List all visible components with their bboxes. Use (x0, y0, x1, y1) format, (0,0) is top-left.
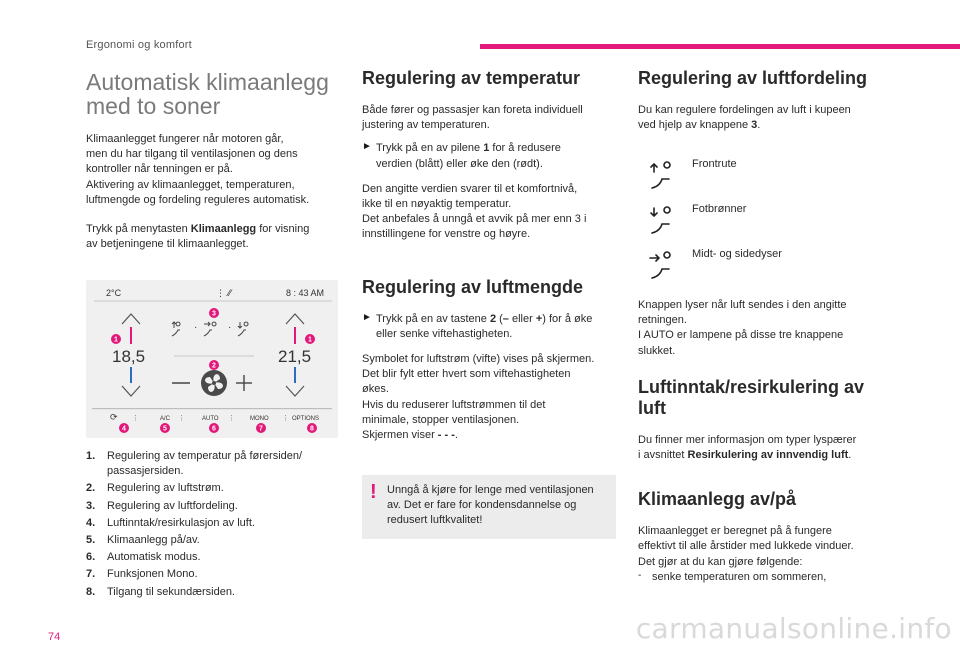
mode-label: Frontrute (692, 158, 737, 170)
airflow-heading: Regulering av luftmengde (362, 276, 584, 297)
recirculation-heading: Luftinntak/resirkulering av luft (638, 376, 865, 418)
distribution-note: Knappen lyser når luft sendes i den angitte retningen. I AUTO er lampene på disse tre knappene slukket. (638, 299, 847, 357)
legend-item: 7. Funksjonen Mono. (86, 568, 198, 581)
callout-4: 4 (122, 425, 126, 433)
watermark: carmanualsonline.info (635, 612, 952, 645)
fan-icon (201, 370, 227, 396)
right-temp-up-arrow (286, 314, 304, 324)
face-vents-airflow-icon (648, 250, 678, 280)
mode-label: Fotbrønner (692, 203, 747, 215)
intro-paragraph: Klimaanlegget fungerer når motoren går, men du har tilgang til ventilasjonen og dens kontroller når tenningen er på. Aktivering av klimaanlegget, temperaturen, luftmengde og fordeling reguleres automatisk. (86, 133, 310, 206)
warning-box (362, 475, 616, 539)
ac-list-item (638, 570, 900, 585)
legend-item: 4. Luftinntak/resirkulasjon av luft. (86, 516, 255, 529)
climate-panel-illustration (86, 280, 338, 438)
left-temp-down-arrow (122, 386, 140, 396)
mono-button: MONO (250, 416, 269, 422)
warning-icon: ! (370, 481, 377, 503)
callout-5: 5 (163, 425, 167, 433)
arrow-bullet-icon: ► (362, 141, 372, 153)
auto-button: AUTO (202, 416, 219, 422)
column-right (638, 62, 900, 133)
temperature-intro: Både fører og passasjer kan foreta individuell justering av temperaturen. (362, 104, 583, 132)
page-title: Automatisk klimaanlegg med to soner (86, 69, 329, 119)
windscreen-airflow-icon (648, 160, 678, 190)
legend-item: 8. Tilgang til sekundærsiden. (86, 585, 235, 598)
callout-3: 3 (212, 310, 216, 318)
mode-face-vents (648, 250, 782, 280)
arrow-bullet-icon: ► (362, 311, 372, 323)
column-right-lower (638, 298, 900, 585)
temperature-note: Den angitte verdien svarer til et komfortnivå, ikke til en nøyaktig temperatur. Det anbefales å unngå et avvik på mer enn 3 i innstillingene for venstre og høyre. (362, 182, 587, 241)
outside-temp: 2°C (106, 288, 122, 298)
warning-text: Unngå å kjøre for lenge med ventilasjonen av. Det er fare for kondensdannelse og redusert luftkvalitet! (387, 484, 594, 527)
mode-footwell (648, 205, 746, 235)
svg-text:·: · (228, 322, 232, 333)
ac-heading: Klimaanlegg av/på (638, 489, 797, 510)
airflow-instruction: ► Trykk på en av tastene 2 (– eller +) for å øke eller senke viftehastigheten. (362, 312, 624, 342)
footwell-airflow-icon (648, 205, 678, 235)
callout-1-right: 1 (308, 336, 312, 344)
legend-item: 5. Klimaanlegg på/av. (86, 534, 200, 547)
legend-item: 1. Regulering av temperatur på førersiden/ passasjersiden. (86, 450, 303, 478)
status-icons: ⋮ ⁄⁄ (216, 289, 231, 299)
menu-paragraph: Trykk på menytasten Klimaanlegg for visning av betjeningene til klimaanlegget. (86, 223, 310, 251)
column-middle (362, 62, 624, 443)
distribution-heading: Regulering av luftfordeling (638, 68, 868, 88)
legend-item: 6. Automatisk modus. (86, 551, 201, 564)
temperature-heading: Regulering av temperatur (362, 68, 581, 88)
right-temp-value: 21,5 (278, 347, 312, 366)
column-left (86, 62, 348, 252)
callout-7: 7 (259, 425, 263, 433)
dash-bullet: - (638, 569, 642, 581)
svg-text:⋮: ⋮ (228, 415, 235, 422)
airflow-note: Symbolet for luftstrøm (vifte) vises på skjermen. Det blir fylt etter hvert som viftehastigheten økes. Hvis du reduserer luftstrømmen til det minimale, stopper ventilasjonen. Skjermen viser - - -. (362, 353, 595, 442)
climate-panel-svg (86, 280, 338, 438)
distribution-intro: Du kan regulere fordelingen av luft i kupeen ved hjelp av knappene 3. (638, 104, 851, 132)
callout-1-left: 1 (114, 336, 118, 344)
ac-text: Klimaanlegget er beregnet på å fungere effektivt til alle årstider med lukkede vinduer. Det gjør at du kan gjøre følgende: (638, 525, 854, 568)
options-button: OPTIONS (292, 416, 320, 422)
callout-2: 2 (212, 362, 216, 370)
temperature-instruction: ► Trykk på en av pilene 1 for å redusere verdien (blått) eller øke den (rødt). (362, 141, 624, 171)
legend-item: 3. Regulering av luftfordeling. (86, 499, 238, 512)
left-temp-up-arrow (122, 314, 140, 324)
distribution-buttons (172, 322, 248, 336)
right-temp-down-arrow (286, 386, 304, 396)
clock: 8 : 43 AM (286, 288, 325, 298)
mode-label: Midt- og sidedyser (692, 248, 782, 260)
recirc-icon: ⟳ (110, 413, 118, 423)
legend-list (86, 449, 348, 602)
left-temp-value: 18,5 (112, 347, 146, 366)
recirculation-text: Du finner mer informasjon om typer lyspærer i avsnittet Resirkulering av innvendig luft. (638, 433, 857, 462)
section-header: Ergonomi og komfort (86, 39, 192, 51)
mode-windscreen (648, 160, 737, 190)
svg-text:⋮: ⋮ (132, 415, 139, 422)
header-accent-bar (480, 44, 960, 49)
legend-item: 2. Regulering av luftstrøm. (86, 482, 224, 495)
callout-6: 6 (212, 425, 216, 433)
svg-text:·: · (194, 322, 198, 333)
svg-text:⋮: ⋮ (282, 415, 289, 422)
callout-8: 8 (310, 425, 314, 433)
ac-item-text: senke temperaturen om sommeren, (652, 570, 827, 583)
page-number: 74 (48, 631, 61, 643)
svg-text:⋮: ⋮ (178, 415, 185, 422)
ac-button: A/C (160, 416, 171, 422)
